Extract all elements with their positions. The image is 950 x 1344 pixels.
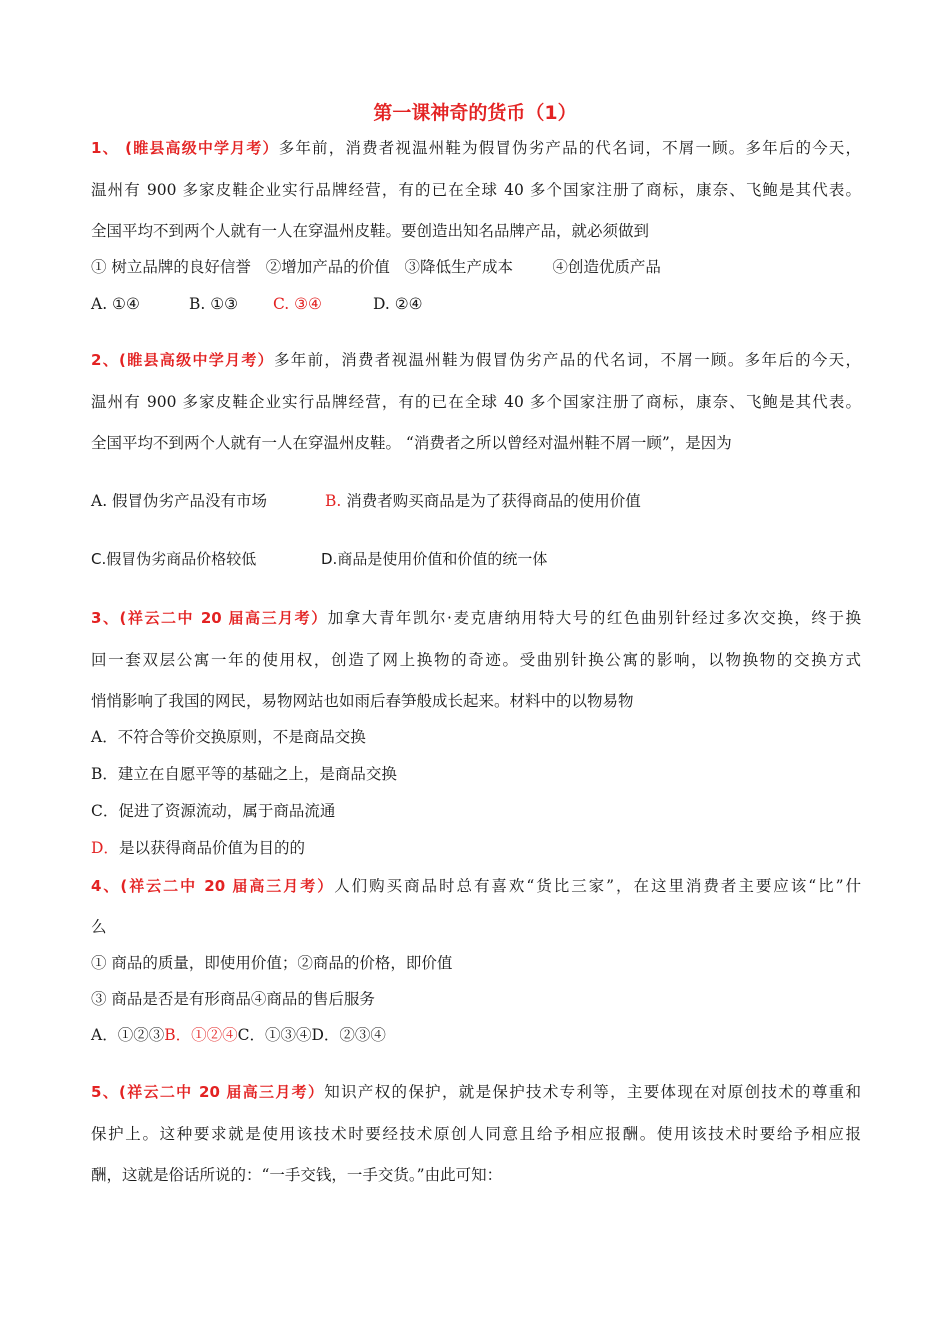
q4-text-1: 人们购买商品时总有喜欢“货比三家”，在这里消费者主要应该“比”什: [334, 877, 861, 895]
q5-text-1: 知识产权的保护，就是保护技术专利等，主要体现在对原创技术的尊重和: [324, 1083, 861, 1101]
q4-line-4: ③ 商品是否是有形商品④商品的售后服务: [91, 990, 375, 1008]
q2-line-1: [91, 350, 861, 370]
page-title: 第一课神奇的货币（1）: [373, 102, 577, 124]
q5-line-1: [91, 1082, 861, 1102]
q1-source: 1、 (睢县高级中学月考）: [91, 139, 279, 157]
q2-text-1: 多年前，消费者视温州鞋为假冒伪劣产品的代名词，不屑一顾。多年后的今天，: [274, 351, 861, 369]
q3-line-2: 回一套双层公寓一年的使用权，创造了网上换物的奇迹。受曲别针换公寓的影响，以物换物的交换方式: [91, 651, 861, 669]
q2-line-3: 全国平均不到两个人就有一人在穿温州皮鞋。 “消费者之所以曾经对温州鞋不屑一顾”，是因为: [91, 434, 732, 452]
q2-option-b-text: 消费者购买商品是为了获得商品的使用价值: [341, 492, 641, 510]
q4-option-b-answer: B．①②④: [164, 1026, 238, 1044]
q1-option-c-answer: C. ③④: [273, 295, 322, 313]
q3-option-d-letter: D．: [91, 839, 119, 857]
q2-option-b-letter: B.: [325, 492, 342, 510]
q3-option-b: B．建立在自愿平等的基础之上，是商品交换: [91, 765, 397, 783]
q2-option-d: D.商品是使用价值和价值的统一体: [321, 550, 548, 568]
q1-text-1: 多年前，消费者视温州鞋为假冒伪劣产品的代名词，不屑一顾。多年后的今天，: [278, 139, 861, 157]
q1-items: ① 树立品牌的良好信誉 ②增加产品的价值 ③降低生产成本 ④创造优质产品: [91, 258, 661, 276]
q5-source: 5、(祥云二中 20 届高三月考）: [91, 1083, 325, 1101]
q4-option-a: A．①②③: [91, 1026, 165, 1044]
q2-source: 2、(睢县高级中学月考）: [91, 351, 274, 369]
q3-line-3: 悄悄影响了我国的网民，易物网站也如雨后春笋般成长起来。材料中的以物易物: [91, 692, 634, 710]
q3-option-a: A．不符合等价交换原则，不是商品交换: [91, 728, 366, 746]
q1-option-b: B. ①③: [189, 295, 239, 313]
q3-text-1: 加拿大青年凯尔·麦克唐纳用特大号的红色曲别针经过多次交换，终于换: [327, 609, 861, 627]
q3-option-c: C．促进了资源流动，属于商品流通: [91, 802, 336, 820]
q2-options-ab: [91, 491, 641, 511]
q3-line-1: [91, 608, 861, 628]
q4-options: [91, 1025, 386, 1045]
q1-line-3: 全国平均不到两个人就有一人在穿温州皮鞋。要创造出知名品牌产品，就必须做到: [91, 222, 650, 240]
q3-option-d: [91, 838, 305, 858]
q1-option-a: A. ①④: [91, 295, 140, 313]
q4-option-d: D．②③④: [311, 1026, 386, 1044]
q4-option-c: C．①③④: [237, 1026, 312, 1044]
q4-source: 4、(祥云二中 20 届高三月考）: [91, 877, 335, 895]
q2-options-cd: [91, 549, 547, 569]
q5-line-2: 保护上。这种要求就是使用该技术时要经技术原创人同意且给予相应报酬。使用该技术时要给予相应报: [91, 1125, 861, 1143]
q3-source: 3、(祥云二中 20 届高三月考）: [91, 609, 328, 627]
q3-option-d-text: 是以获得商品价值为目的的: [118, 839, 305, 857]
q2-option-a: A. 假冒伪劣产品没有市场: [91, 492, 268, 510]
q4-line-1: [91, 876, 861, 896]
q2-option-c: C.假冒伪劣商品价格较低: [91, 550, 257, 568]
q4-line-3: ① 商品的质量，即使用价值；②商品的价格，即价值: [91, 954, 453, 972]
q5-line-3: 酬，这就是俗话所说的：“一手交钱，一手交货。”由此可知：: [91, 1166, 503, 1184]
q1-options: [91, 294, 423, 314]
q2-line-2: 温州有 900 多家皮鞋企业实行品牌经营，有的已在全球 40 多个国家注册了商标，康奈、飞鲍是其代表。: [91, 393, 861, 411]
q4-line-2: 么: [91, 918, 107, 936]
q1-line-1: [91, 138, 861, 158]
q1-line-2: 温州有 900 多家皮鞋企业实行品牌经营，有的已在全球 40 多个国家注册了商标，康奈、飞鲍是其代表。: [91, 181, 861, 199]
q1-option-d: D. ②④: [373, 295, 423, 313]
